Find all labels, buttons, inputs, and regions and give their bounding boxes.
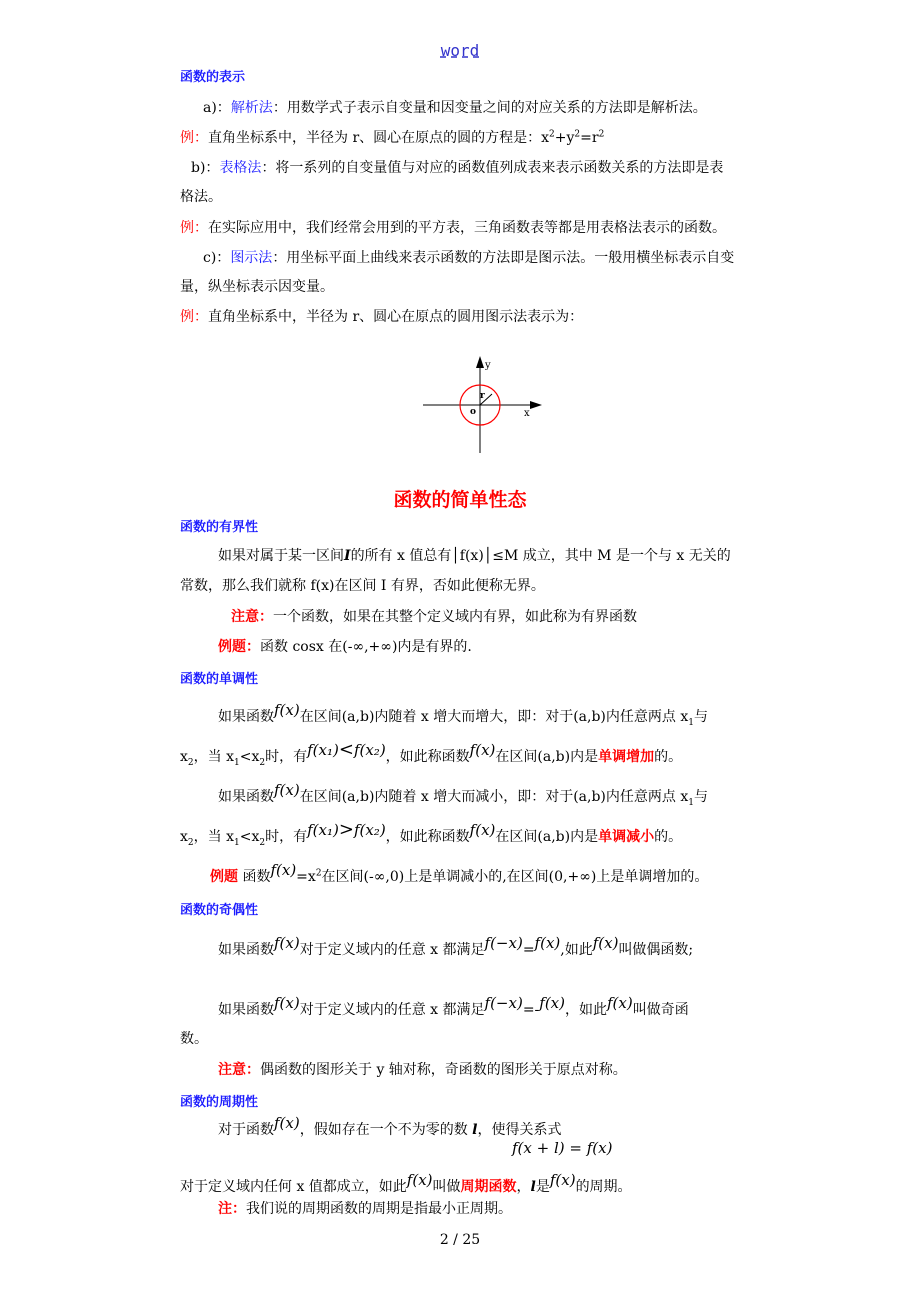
text: =- bbox=[522, 1002, 540, 1018]
text: 与 bbox=[693, 789, 708, 805]
function-fx: f(x) bbox=[274, 1114, 300, 1132]
greater-than: > bbox=[338, 819, 354, 840]
section-heading-monotone: 函数的单调性 bbox=[180, 672, 259, 687]
example-text: 函数 cosx 在(-∞,+∞)内是有界的. bbox=[260, 639, 472, 655]
text: 在区间(-∞,0)上是单调减小的,在区间(0,+∞)上是单调增加的。 bbox=[321, 869, 709, 885]
function-fx1: f(x₁) bbox=[307, 741, 339, 759]
graph-method-text-cont: 量，纵坐标表示因变量。 bbox=[180, 279, 334, 295]
decreasing-line2 bbox=[180, 819, 683, 848]
example-circle-equation bbox=[180, 127, 604, 147]
item-prefix: b)： bbox=[191, 160, 220, 176]
function-fx: f(x) bbox=[274, 934, 300, 952]
text: <x bbox=[239, 749, 260, 765]
period-symbol: l bbox=[472, 1122, 478, 1138]
note-label: 注意： bbox=[218, 1062, 260, 1078]
interval-symbol: I bbox=[344, 548, 351, 564]
period-symbol: l bbox=[530, 1179, 536, 1195]
increasing-line2 bbox=[180, 739, 683, 768]
text: 的。 bbox=[654, 829, 683, 845]
subscript: 1 bbox=[234, 837, 240, 848]
decreasing-label: 单调减小 bbox=[598, 829, 655, 845]
text: 是 bbox=[535, 1179, 550, 1195]
periodic-function-label: 周期函数 bbox=[460, 1179, 517, 1195]
example-text: 直角坐标系中，半径为 r、圆心在原点的圆用图示法表示为： bbox=[208, 309, 584, 325]
text: ，如此称函数 bbox=[385, 829, 470, 845]
table-method-text: ：将一系列的自变量值与对应的函数值列成表来表示函数关系的方法即是表 bbox=[261, 160, 724, 176]
item-prefix: c)： bbox=[203, 250, 231, 266]
text: 对于定义域内的任意 x 都满足 bbox=[299, 1002, 485, 1018]
text: 如果函数 bbox=[218, 942, 274, 958]
text: 在区间(a,b)内随着 x 增大而增大，即：对于(a,b)内任意两点 x bbox=[299, 709, 689, 725]
table-method-label: 表格法 bbox=[219, 160, 262, 176]
odd-function-def-cont: 数。 bbox=[180, 1031, 208, 1047]
example-label: 例： bbox=[180, 309, 208, 325]
x-axis-arrow bbox=[530, 401, 542, 409]
function-fx: f(x) bbox=[274, 994, 300, 1012]
text: 的周期。 bbox=[575, 1179, 632, 1195]
function-fx: f(x) bbox=[607, 994, 633, 1012]
section-heading-periodic: 函数的周期性 bbox=[180, 1095, 259, 1110]
example-graph-method bbox=[180, 306, 583, 326]
example-text: 在实际应用中，我们经常会用到的平方表，三角函数表等都是用表格法表示的函数。 bbox=[208, 220, 726, 236]
section-heading-representation: 函数的表示 bbox=[180, 70, 246, 85]
function-fx1: f(x₁) bbox=[307, 821, 339, 839]
function-fx: f(x) bbox=[469, 741, 496, 759]
example-table-method bbox=[180, 217, 726, 237]
superscript: 2 bbox=[574, 129, 581, 140]
periodic-def-line2 bbox=[180, 1171, 632, 1196]
text: 与 bbox=[693, 709, 708, 725]
text: 在区间(a,b)内是 bbox=[495, 749, 599, 765]
text: 时，有 bbox=[265, 829, 308, 845]
note-label: 注： bbox=[218, 1201, 246, 1217]
function-fx: f(x) bbox=[549, 1171, 576, 1189]
note-text: 一个函数，如果在其整个定义域内有界，如此称为有界函数 bbox=[273, 609, 637, 625]
superscript: 2 bbox=[549, 129, 555, 140]
even-function-def bbox=[218, 934, 694, 959]
table-method-line bbox=[191, 157, 723, 177]
text: 函数 bbox=[242, 869, 271, 885]
equation-part: =r bbox=[580, 130, 599, 146]
text: = bbox=[522, 942, 535, 958]
function-fx2: f(x₂) bbox=[353, 741, 386, 759]
item-prefix: a)： bbox=[203, 100, 231, 116]
text: 对于定义域内的任意 x 都满足 bbox=[299, 942, 485, 958]
bounded-note bbox=[231, 606, 637, 626]
function-fx: f(x) bbox=[274, 701, 300, 719]
subscript: 2 bbox=[259, 837, 266, 848]
function-fx: f(x) bbox=[274, 781, 300, 799]
subscript: 1 bbox=[234, 757, 240, 768]
page-title: 函数的简单性态 bbox=[393, 489, 527, 511]
function-fx: f(x) bbox=[534, 934, 561, 952]
radius-label: r bbox=[480, 391, 485, 401]
section-heading-parity: 函数的奇偶性 bbox=[180, 903, 259, 918]
text: 如果对属于某一区间 bbox=[218, 548, 344, 564]
example-label: 例题： bbox=[218, 639, 260, 655]
subscript: 2 bbox=[187, 757, 194, 768]
text: 对于函数 bbox=[218, 1122, 274, 1138]
text: 时，有 bbox=[265, 749, 308, 765]
text: x bbox=[180, 749, 188, 765]
note-text: 偶函数的图形关于 y 轴对称，奇函数的图形关于原点对称。 bbox=[260, 1062, 627, 1078]
bounded-definition-line2: 常数，那么我们就称 f(x)在区间 I 有界，否如此便称无界。 bbox=[180, 578, 545, 594]
analytic-method-line bbox=[203, 97, 707, 117]
function-fx: f(x) bbox=[270, 861, 297, 879]
function-fx: f(x) bbox=[406, 1171, 433, 1189]
text: ，如此 bbox=[565, 1002, 607, 1018]
y-axis-arrow bbox=[476, 356, 484, 368]
text: 叫做 bbox=[432, 1179, 461, 1195]
text: ，当 x bbox=[193, 829, 234, 845]
function-fx: f(x) bbox=[592, 934, 619, 952]
text: ，使得关系式 bbox=[477, 1122, 562, 1138]
function-fx: f(x) bbox=[469, 821, 496, 839]
superscript: 2 bbox=[315, 868, 322, 879]
text: =x bbox=[296, 869, 316, 885]
bounded-definition-line1 bbox=[218, 545, 731, 565]
text: 如果函数 bbox=[218, 789, 274, 805]
text: 的。 bbox=[654, 749, 683, 765]
less-than: < bbox=[338, 739, 354, 760]
text: 叫做奇函 bbox=[632, 1002, 689, 1018]
graph-method-line bbox=[203, 247, 734, 267]
function-fx: f(x) bbox=[539, 994, 565, 1012]
text: 如果函数 bbox=[218, 1002, 274, 1018]
monotone-example bbox=[210, 861, 709, 886]
example-label: 例题 bbox=[210, 869, 238, 885]
text: 如果函数 bbox=[218, 709, 274, 725]
function-f-neg-x: f(−x) bbox=[484, 934, 523, 952]
text: <x bbox=[239, 829, 260, 845]
subscript: 1 bbox=[688, 717, 694, 728]
periodic-formula: f(x + l) = f(x) bbox=[512, 1139, 613, 1157]
function-f-neg-x: f(−x) bbox=[484, 994, 523, 1012]
periodic-def-line1 bbox=[218, 1114, 562, 1139]
equation-part: +y bbox=[554, 130, 575, 146]
note-label: 注意： bbox=[231, 609, 273, 625]
text: ,如此 bbox=[560, 942, 593, 958]
text: 对于定义域内任何 x 值都成立，如此 bbox=[180, 1179, 407, 1195]
example-label: 例： bbox=[180, 130, 208, 146]
y-axis-label: y bbox=[485, 360, 491, 371]
increasing-label: 单调增加 bbox=[598, 749, 655, 765]
page-number: 2 / 25 bbox=[439, 1232, 481, 1248]
decreasing-line1 bbox=[218, 781, 708, 808]
note-text: 我们说的周期函数的周期是指最小正周期。 bbox=[246, 1201, 512, 1217]
graph-method-label: 图示法 bbox=[230, 250, 273, 266]
section-heading-bounded: 函数的有界性 bbox=[180, 520, 259, 535]
text: ， bbox=[516, 1179, 531, 1195]
text: ，当 x bbox=[193, 749, 234, 765]
text: 的所有 x 值总有│f(x)│≤M 成立，其中 M 是一个与 x 无关的 bbox=[350, 548, 731, 564]
example-text: 直角坐标系中，半径为 r、圆心在原点的圆的方程是：x bbox=[208, 130, 550, 146]
circle-coordinate-diagram bbox=[418, 348, 548, 458]
text: ，假如存在一个不为零的数 bbox=[299, 1122, 468, 1138]
odd-function-def bbox=[218, 994, 689, 1019]
analytic-method-text: ：用数学式子表示自变量和因变量之间的对应关系的方法即是解析法。 bbox=[272, 100, 707, 116]
origin-label: o bbox=[470, 407, 477, 417]
bounded-example bbox=[218, 636, 472, 656]
analytic-method-label: 解析法 bbox=[230, 100, 273, 116]
periodic-note bbox=[218, 1198, 512, 1218]
graph-method-text: ：用坐标平面上曲线来表示函数的方法即是图示法。一般用横坐标表示自变 bbox=[272, 250, 735, 266]
text: x bbox=[180, 829, 188, 845]
subscript: 2 bbox=[259, 757, 266, 768]
increasing-line1 bbox=[218, 701, 708, 728]
function-fx2: f(x₂) bbox=[353, 821, 386, 839]
subscript: 1 bbox=[688, 797, 694, 808]
example-label: 例： bbox=[180, 220, 208, 236]
table-method-text-cont: 格法。 bbox=[180, 189, 222, 205]
text: 在区间(a,b)内是 bbox=[495, 829, 599, 845]
superscript: 2 bbox=[598, 129, 605, 140]
text: 叫做偶函数; bbox=[618, 942, 694, 958]
text: ，如此称函数 bbox=[385, 749, 470, 765]
subscript: 2 bbox=[187, 837, 194, 848]
text: 在区间(a,b)内随着 x 增大而减小，即：对于(a,b)内任意两点 x bbox=[299, 789, 689, 805]
parity-note bbox=[218, 1059, 627, 1079]
page-header: word bbox=[440, 41, 480, 60]
x-axis-label: x bbox=[524, 408, 530, 419]
